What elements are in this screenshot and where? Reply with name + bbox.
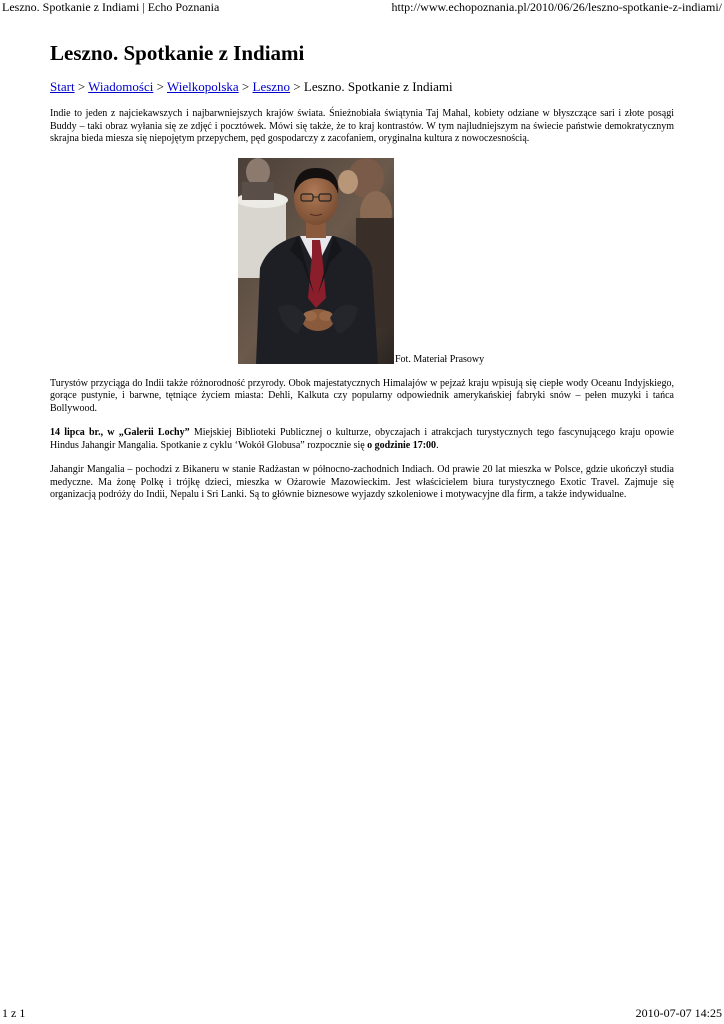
article-photo — [238, 158, 394, 364]
print-footer-datetime: 2010-07-07 14:25 — [635, 1006, 722, 1020]
breadcrumb-separator: > — [153, 79, 167, 94]
breadcrumb-link-leszno[interactable]: Leszno — [252, 79, 291, 94]
breadcrumb-current: Leszno. Spotkanie z Indiami — [303, 79, 453, 94]
article-paragraph-event — [50, 427, 674, 452]
article-paragraph: Turystów przyciąga do Indii także różnorodność przyrody. Obok majestatycznych Himalajów w pejzaż kraju wpisują się ciepłe wody Oceanu Indyjskiego, gorące pustynie, i barwne, tętniące życiem miasta: Dehli, Kalkuta czy popularny odpowiednik amerykańskiej fabryki snów – pełen muzyki i tańca Bollywood. — [50, 377, 674, 414]
article — [50, 38, 674, 502]
event-description: Miejskiej Biblioteki Publicznej o kulturze, obyczajach i atrakcjach turystycznych tego fascynującego kraju opowie Hindus Jahangir Mangalia. Spotkanie z cyklu ‘Wokół Globusa” rozpocznie się — [50, 427, 674, 451]
breadcrumb-link-wielkopolska[interactable]: Wielkopolska — [166, 79, 239, 94]
page-title: Leszno. Spotkanie z Indiami — [50, 41, 305, 65]
print-header-title: Leszno. Spotkanie z Indiami | Echo Poznania — [2, 0, 220, 14]
print-footer-page: 1 z 1 — [2, 1006, 26, 1020]
breadcrumb-separator: > — [238, 79, 253, 94]
print-header-url: http://www.echopoznania.pl/2010/06/26/leszno-spotkanie-z-indiami/ — [391, 0, 722, 14]
article-lead: Indie to jeden z najciekawszych i najbarwniejszych krajów świata. Śnieżnobiała świątynia Taj Mahal, kobiety odziane w błyszczące sari i złote posągi Buddy – taki obraz wyłania się ze zdjęć i pocztówek. Mówi się także, że to kraj kontrastów. W tym najludniejszym na świecie państwie demokratycznym skrajna bieda miesza się niepojętym przepychem, pęd gospodarczy z zacofaniem, oryginalna kultura z nowoczesnością. — [50, 108, 674, 144]
event-time: o godzinie 17:00 — [367, 439, 437, 451]
breadcrumb-separator: > — [290, 79, 304, 94]
event-end: . — [436, 439, 439, 451]
breadcrumb-link-start[interactable]: Start — [50, 79, 75, 94]
breadcrumb — [50, 78, 674, 96]
photo-block — [50, 158, 674, 364]
event-date-venue: 14 lipca br., w „Galerii Lochy” — [50, 427, 190, 438]
breadcrumb-separator: > — [74, 79, 89, 94]
photo-caption: Fot. Materiał Prasowy — [395, 353, 485, 365]
article-paragraph: Jahangir Mangalia – pochodzi z Bikaneru w stanie Radżastan w północno-zachodnich Indiach. Od prawie 20 lat mieszka w Polsce, gdzie ukończył studia medyczne. Ma żonę Polkę i trójkę dzieci, mieszka w Ożarowie Mazowieckim. Jest właścicielem biura turystycznego Exotic Travel. Zajmuje się organizacją podróży do Indii, Nepalu i Sri Lanki. Są to głównie biznesowe wyjazdy szkoleniowe i motywacyjne dla firm, a także indywidualne. — [50, 464, 674, 500]
breadcrumb-link-wiadomosci[interactable]: Wiadomości — [88, 79, 154, 94]
